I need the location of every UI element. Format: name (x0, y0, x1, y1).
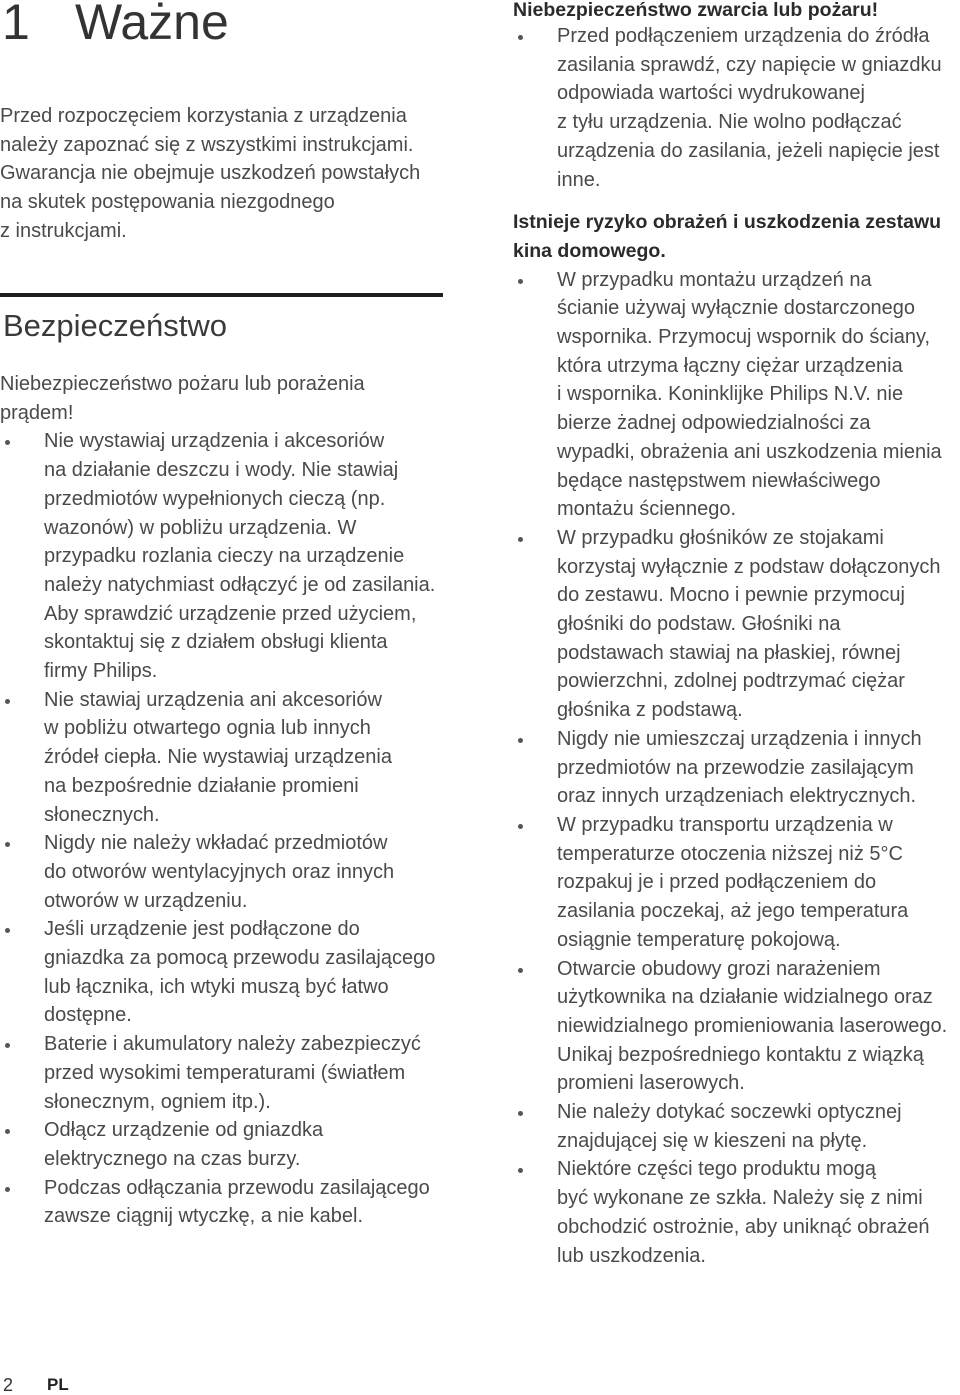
section-divider (0, 293, 443, 297)
list-item-text: Nie wystawiaj urządzenia i akcesoriów na działanie deszczu i wody. Nie stawiaj przedmiotów wypełnionych cieczą (np. wazonów) w pobliżu urządzenia. W przypadku rozlania cieczy na urządzenie należy natychmiast odłączyć je od zasilania. Aby sprawdzić urządzenie przed użyciem, skontaktuj się z działem obsługi klienta firmy Philips. (44, 430, 436, 683)
left-column (0, 370, 445, 1231)
short-circuit-heading: Niebezpieczeństwo zwarcia lub pożaru! (513, 0, 879, 21)
fire-shock-heading: Niebezpieczeństwo pożaru lub porażenia prądem! (0, 373, 365, 424)
list-item (513, 725, 958, 811)
list-item-text: Nie stawiaj urządzenia ani akcesoriów w pobliżu otwartego ognia lub innych źródeł ciepła. Nie wystawiaj urządzenia na bezpośrednie działanie promieni słonecznych. (44, 688, 392, 826)
list-item-text: Podczas odłączania przewodu zasilającego zawsze ciągnij wtyczkę, a nie kabel. (44, 1176, 430, 1228)
list-item (513, 1155, 958, 1270)
bullet-marker (518, 537, 523, 542)
list-item-text: Przed podłączeniem urządzenia do źródła zasilania sprawdź, czy napięcie w gniazdku odpowiada wartości wydrukowanej z tyłu urządzenia. Nie wolno podłączać urządzenia do zasilania, jeżeli napięcie jest inne. (557, 25, 942, 191)
list-item-text: W przypadku montażu urządzeń na ścianie używaj wyłącznie dostarczonego wspornika. Przymocuj wspornik do ściany, która utrzyma łączny ciężar urządzenia i wspornika. Koninklijke Philips N.V. nie bierze żadnej odpowiedzialności za wypadki, obrażenia ani uszkodzenia mienia będące następstwem niewłaściwego montażu ściennego. (557, 268, 942, 521)
section-heading: Bezpieczeństwo (3, 308, 228, 343)
bullet-marker (518, 824, 523, 829)
injury-heading: Istnieje ryzyko obrażeń i uszkodzenia zestawu kina domowego. (513, 211, 942, 262)
list-item-text: Niektóre części tego produktu mogą być wykonane ze szkła. Należy się z nimi obchodzić ostrożnie, aby uniknąć obrażeń lub uszkodzenia. (557, 1158, 930, 1267)
list-item (0, 829, 445, 915)
page-footer (0, 1376, 120, 1394)
list-item-text: W przypadku głośników ze stojakami korzystaj wyłącznie z podstaw dołączonych do zestawu. Mocno i pewnie przymocuj głośniki do podstaw. Głośniki na podstawach stawiaj na płaskiej, równej powierzchni, zdolnej podtrzymać ciężar głośnika z podstawą. (557, 526, 941, 722)
list-item (0, 427, 445, 685)
chapter-number: 1 (2, 0, 30, 50)
bullet-marker (518, 279, 523, 284)
list-item (513, 955, 958, 1099)
list-item-text: W przypadku transportu urządzenia w temperaturze otoczenia niższej niż 5°C rozpakuj je i przed podłączeniem do zasilania poczekaj, aż jego temperatura osiągnie temperaturę pokojową. (557, 813, 909, 951)
bullet-marker (518, 1168, 523, 1173)
intro-paragraph: Przed rozpoczęciem korzystania z urządzenia należy zapoznać się z wszystkimi instrukcjami. Gwarancja nie obejmuje uszkodzeń powstałych na skutek postępowania niezgodnego z instrukcjami. (0, 105, 421, 242)
short-circuit-list (513, 22, 958, 194)
list-item (513, 1098, 958, 1155)
list-item-text: Nigdy nie należy wkładać przedmiotów do otworów wentylacyjnych oraz innych otworów w urządzeniu. (44, 832, 395, 912)
language-code: PL (47, 1375, 69, 1394)
list-item (0, 1030, 445, 1116)
chapter-title (0, 0, 300, 50)
list-item-text: Nie należy dotykać soczewki optycznej znajdującej się w kieszeni na płytę. (557, 1101, 902, 1152)
page-number: 2 (3, 1375, 14, 1395)
bullet-marker (518, 35, 523, 40)
injury-list (513, 266, 958, 1271)
bullet-marker (5, 842, 10, 847)
list-item-text: Otwarcie obudowy grozi narażeniem użytkownika na działanie widzialnego oraz niewidzialnego promieniowania laserowego. Unikaj bezpośredniego kontaktu z wiązką promieni laserowych. (557, 957, 948, 1095)
list-item (0, 1174, 445, 1231)
list-item-text: Jeśli urządzenie jest podłączone do gniazdka za pomocą przewodu zasilającego lub łącznika, ich wtyki muszą być łatwo dostępne. (44, 918, 436, 1027)
list-item (0, 915, 445, 1030)
list-item (513, 524, 958, 725)
bullet-marker (518, 738, 523, 743)
bullet-marker (5, 1187, 10, 1192)
list-item-text: Nigdy nie umieszczaj urządzenia i innych przedmiotów na przewodzie zasilającym oraz innych urządzeniach elektrycznych. (557, 727, 922, 808)
right-column (513, 0, 958, 1270)
fire-shock-list (0, 427, 445, 1231)
bullet-marker (5, 440, 10, 445)
bullet-marker (5, 699, 10, 704)
list-item (513, 22, 958, 194)
bullet-marker (5, 1129, 10, 1134)
list-item (513, 266, 958, 524)
chapter-title-text: Ważne (75, 0, 229, 50)
bullet-marker (5, 928, 10, 933)
bullet-marker (5, 1043, 10, 1048)
list-item (513, 811, 958, 955)
list-item-text: Baterie i akumulatory należy zabezpieczyć przed wysokimi temperaturami (światłem słonecznym, ogniem itp.). (44, 1033, 421, 1113)
list-item-text: Odłącz urządzenie od gniazdka elektrycznego na czas burzy. (44, 1119, 324, 1170)
list-item (0, 1116, 445, 1173)
list-item (0, 686, 445, 830)
bullet-marker (518, 968, 523, 973)
bullet-marker (518, 1111, 523, 1116)
